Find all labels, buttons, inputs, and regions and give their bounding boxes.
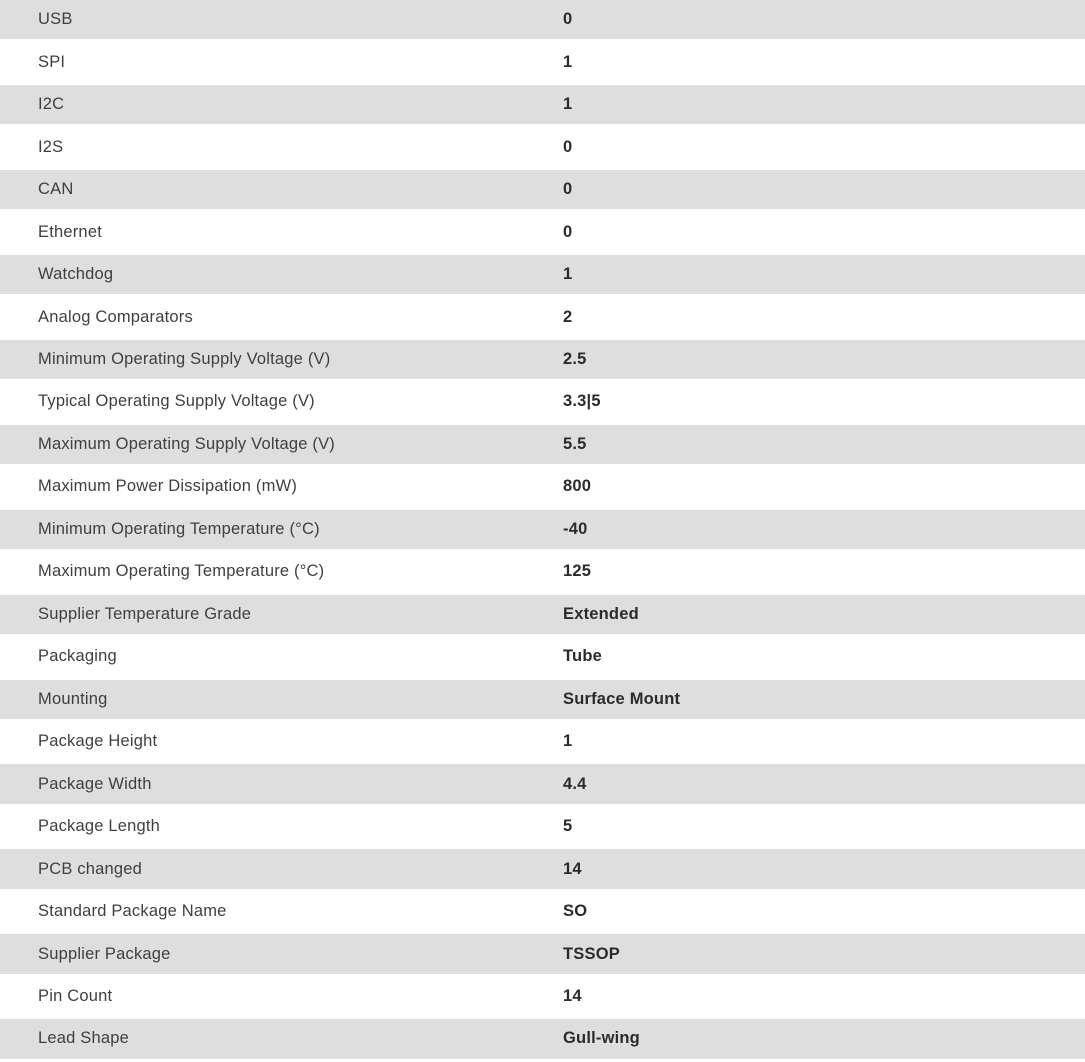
attribute-label: Packaging <box>38 647 117 666</box>
table-row <box>0 170 1085 212</box>
attribute-label: Analog Comparators <box>38 307 193 326</box>
attribute-label: PCB changed <box>38 859 143 878</box>
attribute-value: Extended <box>563 604 639 623</box>
attribute-label: CAN <box>38 180 74 199</box>
attribute-label: I2C <box>38 95 65 114</box>
attribute-label: USB <box>38 10 73 29</box>
table-row <box>0 85 1085 127</box>
attribute-value: 1 <box>563 95 573 114</box>
attribute-label: Maximum Power Dissipation (mW) <box>38 477 298 496</box>
attribute-label: Watchdog <box>38 265 114 284</box>
attribute-value: 1 <box>563 732 573 751</box>
attribute-value: 0 <box>563 222 573 241</box>
attribute-value: 3.3|5 <box>563 392 601 411</box>
attribute-label: Supplier Package <box>38 944 171 963</box>
table-row <box>0 977 1085 1019</box>
attribute-label: Lead Shape <box>38 1029 130 1048</box>
attribute-label: Package Width <box>38 774 152 793</box>
table-row <box>0 340 1085 382</box>
table-row <box>0 127 1085 169</box>
attribute-label: Minimum Operating Supply Voltage (V) <box>38 349 331 368</box>
table-row <box>0 212 1085 254</box>
table-row <box>0 1019 1085 1061</box>
table-row <box>0 892 1085 934</box>
table-row <box>0 764 1085 806</box>
attribute-value: 0 <box>563 10 573 29</box>
table-row <box>0 934 1085 976</box>
attribute-value: 4.4 <box>563 774 587 793</box>
table-row <box>0 510 1085 552</box>
table-row <box>0 382 1085 424</box>
table-row <box>0 637 1085 679</box>
table-row <box>0 552 1085 594</box>
attribute-value: 800 <box>563 477 592 496</box>
attribute-value: 14 <box>563 859 582 878</box>
table-row <box>0 680 1085 722</box>
attribute-value: Gull-wing <box>563 1029 640 1048</box>
attribute-label: Typical Operating Supply Voltage (V) <box>38 392 315 411</box>
attribute-value: 0 <box>563 180 573 199</box>
attribute-value: 2.5 <box>563 349 587 368</box>
table-row <box>0 425 1085 467</box>
attribute-value: 125 <box>563 562 592 581</box>
table-row <box>0 255 1085 297</box>
attribute-label: Supplier Temperature Grade <box>38 604 252 623</box>
attribute-value: 1 <box>563 265 573 284</box>
attribute-value: SO <box>563 902 588 921</box>
attribute-value: Tube <box>563 647 602 666</box>
attribute-value: 5 <box>563 817 573 836</box>
attribute-value: 14 <box>563 987 582 1006</box>
attribute-value: 0 <box>563 137 573 156</box>
attribute-label: Maximum Operating Supply Voltage (V) <box>38 434 335 453</box>
attribute-label: Ethernet <box>38 222 102 241</box>
attribute-value: Surface Mount <box>563 689 681 708</box>
table-row <box>0 807 1085 849</box>
attribute-value: -40 <box>563 519 588 538</box>
attribute-label: Minimum Operating Temperature (°C) <box>38 519 320 538</box>
attribute-label: Package Height <box>38 732 158 751</box>
table-row <box>0 722 1085 764</box>
attribute-label: Standard Package Name <box>38 902 227 921</box>
table-row <box>0 0 1085 42</box>
table-row <box>0 467 1085 509</box>
attribute-label: I2S <box>38 137 64 156</box>
attribute-value: 1 <box>563 52 573 71</box>
table-row <box>0 42 1085 84</box>
table-row <box>0 595 1085 637</box>
attribute-label: Maximum Operating Temperature (°C) <box>38 562 325 581</box>
attribute-value: 2 <box>563 307 573 326</box>
attribute-label: Pin Count <box>38 987 113 1006</box>
attribute-label: Mounting <box>38 689 108 708</box>
table-row <box>0 297 1085 339</box>
table-row <box>0 849 1085 891</box>
attribute-label: SPI <box>38 52 66 71</box>
attribute-value: 5.5 <box>563 434 587 453</box>
attribute-label: Package Length <box>38 817 161 836</box>
attribute-value: TSSOP <box>563 944 620 963</box>
